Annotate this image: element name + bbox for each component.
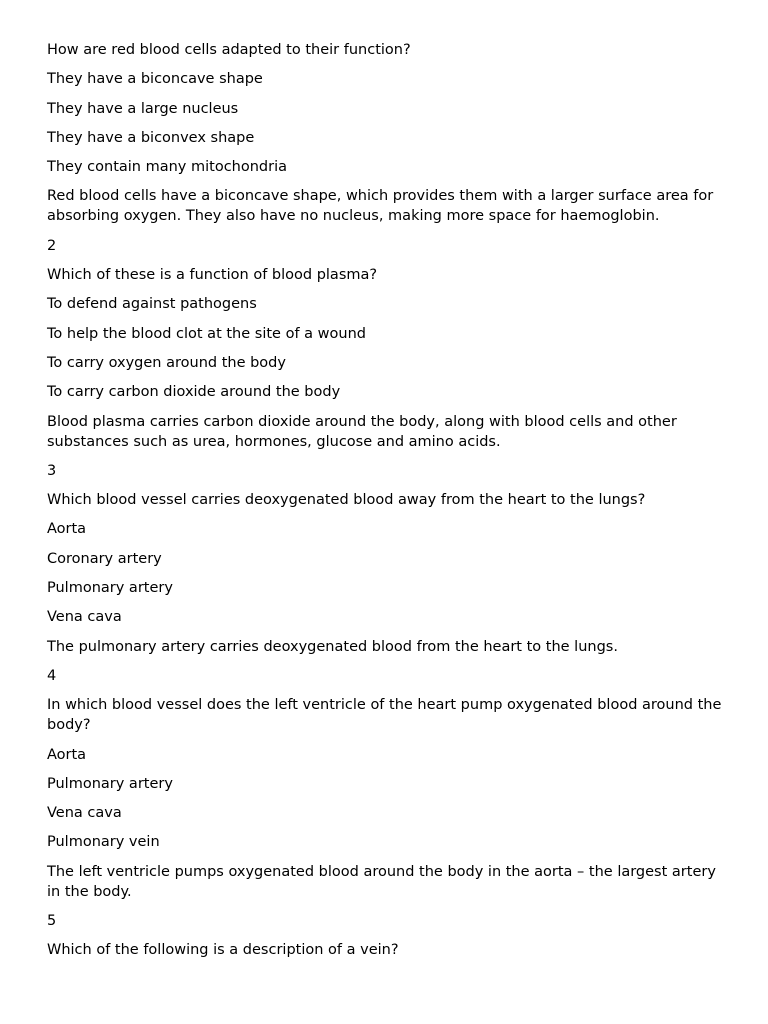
question-1-option-b: They have a large nucleus	[47, 100, 239, 117]
question-5-number: 5	[47, 913, 57, 930]
question-4-option-b: Pulmonary artery	[47, 775, 173, 792]
question-5-text: Which of the following is a description of a vein?	[47, 942, 399, 959]
question-3-explanation: The pulmonary artery carries deoxygenated blood from the heart to the lungs.	[47, 638, 618, 655]
question-1-text: How are red blood cells adapted to their function?	[47, 42, 411, 58]
question-4-option-c: Vena cava	[47, 805, 122, 822]
question-4-option-a: Aorta	[47, 746, 87, 763]
question-2-number: 2	[47, 237, 57, 254]
question-4-text: In which blood vessel does the left ventricle of the heart pump oxygenated blood around the body?	[47, 697, 722, 734]
question-1-option-a: They have a biconcave shape	[47, 71, 263, 88]
document-body	[47, 40, 727, 970]
question-3-number: 3	[47, 462, 57, 479]
question-3-option-b: Coronary artery	[47, 550, 162, 567]
question-3-option-c: Pulmonary artery	[47, 580, 173, 597]
question-1-option-d: They contain many mitochondria	[47, 159, 287, 176]
question-2-option-a: To defend against pathogens	[47, 296, 257, 313]
question-2-text: Which of these is a function of blood plasma?	[47, 267, 378, 284]
question-4-number: 4	[47, 667, 57, 684]
question-2-option-b: To help the blood clot at the site of a wound	[47, 325, 366, 342]
question-2-explanation: Blood plasma carries carbon dioxide around the body, along with blood cells and other substances such as urea, hormones, glucose and amino acids.	[47, 413, 677, 450]
question-3-text: Which blood vessel carries deoxygenated blood away from the heart to the lungs?	[47, 492, 646, 509]
question-4-explanation: The left ventricle pumps oxygenated blood around the body in the aorta – the largest artery in the body.	[47, 863, 716, 900]
question-2-option-c: To carry oxygen around the body	[47, 354, 286, 371]
question-3-option-a: Aorta	[47, 521, 87, 538]
question-1-explanation: Red blood cells have a biconcave shape, which provides them with a larger surface area for absorbing oxygen. They also have no nucleus, making more space for haemoglobin.	[47, 188, 714, 225]
question-3-option-d: Vena cava	[47, 609, 122, 626]
question-1-option-c: They have a biconvex shape	[47, 129, 255, 146]
question-2-option-d: To carry carbon dioxide around the body	[47, 384, 341, 401]
question-4-option-d: Pulmonary vein	[47, 834, 160, 851]
